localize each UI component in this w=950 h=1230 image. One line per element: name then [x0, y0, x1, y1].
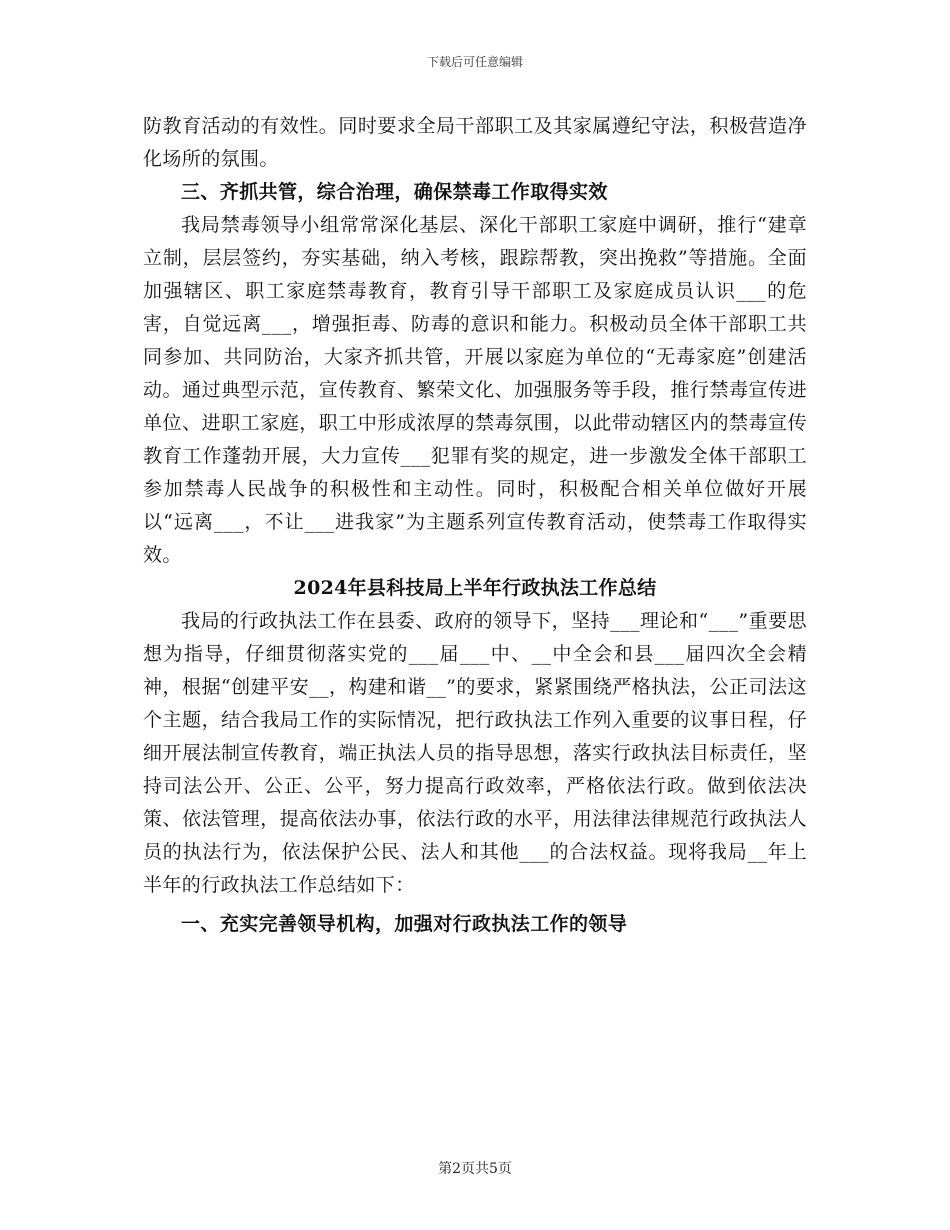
- page-header-note: 下载后可任意编辑: [426, 55, 523, 69]
- paragraph-drug-prevention: 我局禁毒领导小组常常深化基层、深化干部职工家庭中调研，推行“建章立制，层层签约，夯实基础，纳入考核，跟踪帮教，突出挽救”等措施。全面加强辖区、职工家庭禁毒教育，教育引导干部职工及家庭成员认识___的危害，自觉远离___，增强拒毒、防毒的意识和能力。积极动员全体干部职工共同参加、共同防治，大家齐抓共管，开展以家庭为单位的“无毒家庭”创建活动。通过典型示范，宣传教育、繁荣文化、加强服务等手段，推行禁毒宣传进单位、进职工家庭，职工中形成浓厚的禁毒氛围，以此带动辖区内的禁毒宣传教育工作蓬勃开展，大力宣传___犯罪有奖的规定，进一步激发全体干部职工参加禁毒人民战争的积极性和主动性。同时，积极配合相关单位做好开展以“远离___，不让___进我家”为主题系列宣传教育活动，使禁毒工作取得实效。: [143, 214, 807, 566]
- paragraph-intro: 我局的行政执法工作在县委、政府的领导下，坚持___理论和“___”重要思想为指导，仔细贯彻落实党的___届___中、__中全会和县___届四次全会精神，根据“创建平安__，构建和谐__”的要求，紧紧围绕严格执法，公正司法这个主题，结合我局工作的实际情况，把行政执法工作列入重要的议事日程，仔细开展法制宣传教育，端正执法人员的指导思想，落实行政执法目标责任，坚持司法公开、公正、公平，努力提高行政效率，严格依法行政。做到依法决策、依法管理，提高依法办事，依法行政的水平，用法律法律规范行政执法人员的执法行为，依法保护公民、法人和其他___的合法权益。现将我局__年上半年的行政执法工作总结如下：: [143, 610, 807, 896]
- paragraph-continued: 防教育活动的有效性。同时要求全局干部职工及其家属遵纪守法，积极营造净化场所的氛围。: [143, 115, 807, 170]
- page-footer: 第2页共5页: [438, 1161, 512, 1177]
- section-heading-one: 一、充实完善领导机构，加强对行政执法工作的领导: [181, 913, 628, 935]
- section-heading-three: 三、齐抓共管，综合治理，确保禁毒工作取得实效: [181, 181, 608, 203]
- document-title: 2024年县科技局上半年行政执法工作总结: [293, 577, 657, 599]
- document-body: [143, 110, 807, 941]
